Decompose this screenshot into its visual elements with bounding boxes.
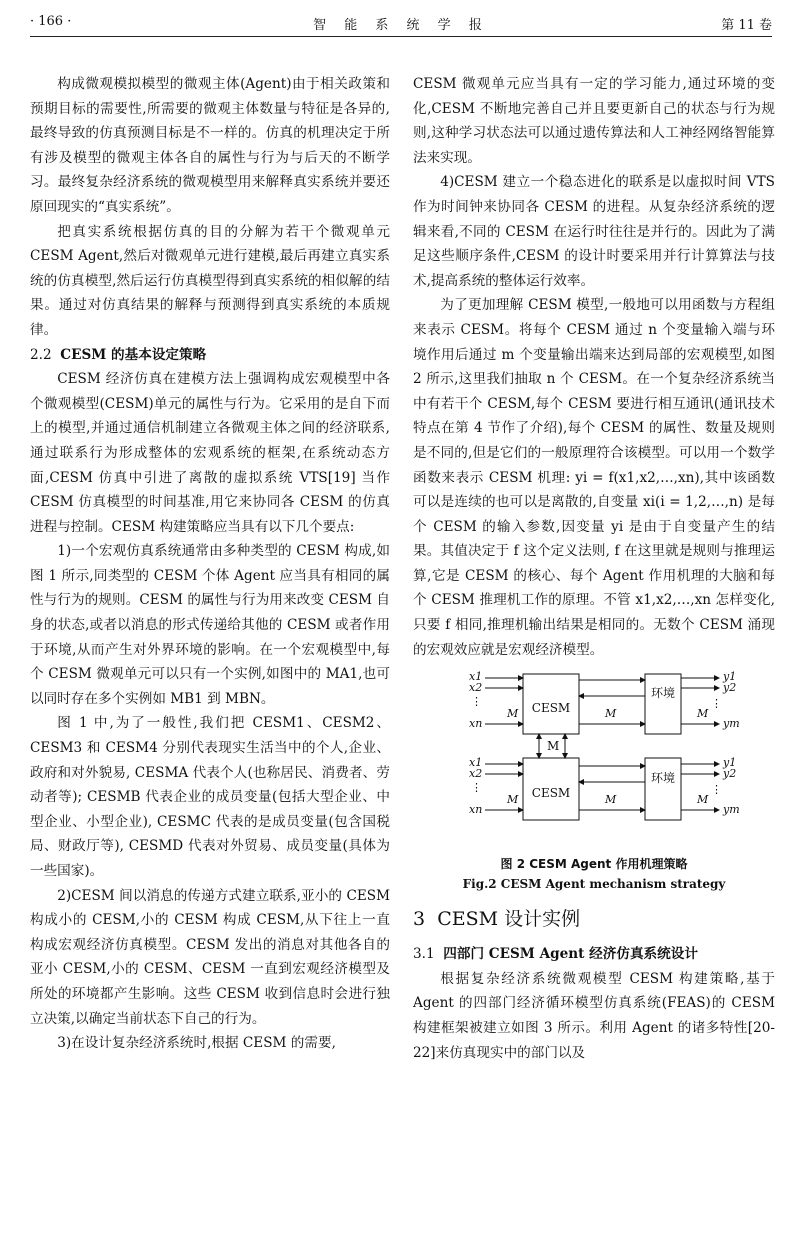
section-title: CESM 设计实例 [437, 908, 581, 931]
cesm-label-top: CESM [531, 701, 571, 716]
section-title: CESM 的基本设定策略 [60, 346, 207, 363]
vdots: ⋮ [471, 695, 482, 709]
paragraph: 为了更加理解 CESM 模型,一般地可以用函数与方程组来表示 CESM。将每个 CESM 通过 n 个变量输入端与环境作用后通过 m 个变量输出端来达到局部的宏观模型,如图 2 所示,这里我们抽取 n 个 CESM。在一个复杂经济系统当中有若干个 CESM,每个 CESM 要进行相互通讯(通讯技术特点在第 4 节作了介绍),每个 CESM 的属性、数量及规则是不同的,但是它们的一般原理符合该模型。可以用一个数学函数来表示 CESM 机理: yi = f(x1,x2,…,xn),其中该函数可以是连续的也可以是离散的,自变量 xi(i = 1,2,…,n) 是每个 CESM 的输入参数,因变量 yi 是由于自变量产生的结果。其值决定于 f 这个定义法则, f 在这里就是规则与推理运算,它是 CESM 的核心、每个 Agent 作用机理的大脑和每个 CESM 推理机工作的原理。不管 x1,x2,…,xn 怎样变化,只要 f 相同,推理机输出结果是相同的。无数个 CESM 涌现的宏观效应就是宏观经济模型。 [413, 297, 775, 658]
volume-number: 第 11 卷 [721, 18, 772, 33]
section-number: 3 [413, 908, 426, 931]
input-xn: xn [469, 803, 483, 817]
page-header [30, 8, 772, 37]
section-title: 四部门 CESM Agent 经济仿真系统设计 [443, 946, 698, 963]
section-number: 2.2 [30, 346, 52, 363]
figure-2 [413, 668, 775, 894]
output-y2: y2 [723, 767, 737, 781]
paragraph: 3)在设计复杂经济系统时,根据 CESM 的需要, [57, 1035, 336, 1052]
section-number: 3.1 [413, 946, 435, 963]
m-label: M [697, 793, 709, 807]
output-y1: y1 [723, 756, 737, 770]
input-x1: x1 [469, 670, 483, 684]
input-x1: x1 [469, 756, 483, 770]
vdots: ⋮ [711, 697, 722, 711]
paragraph: CESM 微观单元应当具有一定的学习能力,通过环境的变化,CESM 不断地完善自己并且要更新自己的状态与行为规则,这种学习状态法可以通过遗传算法和人工神经网络智能算法来实现。 [413, 76, 775, 166]
m-label: M [605, 793, 617, 807]
paragraph: 根据复杂经济系统微观模型 CESM 构建策略,基于 Agent 的四部门经济循环模型仿真系统(FEAS)的 CESM 构建框架被建立如图 3 所示。利用 Agent 的诸多特性[20-22]来仿真现实中的部门以及 [413, 970, 775, 1061]
output-y2: y2 [723, 681, 737, 695]
env-box-bottom [645, 758, 681, 820]
paragraph: 1)一个宏观仿真系统通常由多种类型的 CESM 构成,如图 1 所示,同类型的 CESM 个体 Agent 应当具有相同的属性与行为的规则。CESM 的属性与行为用来改变 CESM 自身的状态,或者以消息的形式传递给其他的 CESM 或者作用于环境,从而产生对外界环境的影响。在一个宏观模型中,每个 CESM 微观单元可以只有一个实例,如图中的 MA1,也可以同时存在多个实例如 MB1 到 MBN。 [30, 543, 390, 707]
m-label: M [507, 707, 519, 721]
paragraph: CESM 经济仿真在建模方法上强调构成宏观模型中各个微观模型(CESM)单元的属性与行为。它采用的是自下而上的模型,并通过通信机制建立各微观主体之间的经济联系,通过联系行为形成整体的宏观系统的框架,在系统动态方面,CESM 仿真中引进了离散的虚拟系统 VTS[19] 当作 CESM 仿真模型的时间基准,用它来协同各 CESM 的仿真进程与控制。CESM 构建策略应当具有以下几个要点: [30, 371, 390, 535]
paragraph: 构成微观模拟模型的微观主体(Agent)由于相关政策和预期目标的需要性,所需要的微观主体数量与特征是各异的,最终导致的仿真预测目标是不一样的。仿真的机理决定于所有涉及模型的微观主体各自的属性与行为与后天的不断学习。最终复杂经济系统的微观模型用来解释真实系统并要还原回现实的“真实系统”。 [30, 76, 390, 215]
output-y1: y1 [723, 670, 737, 684]
page-number: · 166 · [30, 14, 72, 29]
paragraph: 2)CESM 间以消息的传递方式建立联系,亚小的 CESM 构成小的 CESM,小的 CESM 构成 CESM,从下往上一直构成宏观经济仿真模型。CESM 发出的消息对其他各自的亚小 CESM,小的 CESM、CESM 一直到宏观经济模型及所处的环境都产生影响。这些 CESM 收到信息时会进行独立决策,以确定当前状态下自己的行为。 [30, 887, 390, 1027]
left-column [30, 72, 390, 1056]
section-heading-3-1 [413, 942, 775, 967]
env-box-top [645, 674, 681, 734]
input-x2: x2 [469, 767, 483, 781]
env-label-top: 环境 [650, 686, 675, 701]
vdots: ⋮ [471, 781, 482, 795]
section-heading-3 [413, 906, 775, 932]
section-heading-2-2 [30, 343, 390, 368]
m-label: M [605, 707, 617, 721]
output-ym: ym [723, 717, 740, 731]
input-x2: x2 [469, 681, 483, 695]
cesm-mechanism-diagram [413, 668, 775, 848]
figure-caption-cn: 图 2 CESM Agent 作用机理策略 [500, 857, 688, 872]
m-link-label: M [547, 739, 560, 754]
input-xn: xn [469, 717, 483, 731]
env-label-bottom: 环境 [650, 771, 675, 786]
journal-name: 智 能 系 统 学 报 [313, 18, 489, 33]
paragraph: 图 1 中,为了一般性,我们把 CESM1、CESM2、CESM3 和 CESM4 分别代表现实生活当中的个人,企业、政府和对外貌易, CESMA 代表个人(也称居民、消费者、劳动者等); CESMB 代表企业的成员变量(包括大型企业、中型企业、小型企业), CESMC 代表的是成员变量(包含国税局、财政厅等), CESMD 代表对外贸易、成员变量(具体为一些国家)。 [30, 715, 390, 879]
m-label: M [507, 793, 519, 807]
right-column [413, 72, 775, 1065]
m-label: M [697, 707, 709, 721]
output-ym: ym [723, 803, 740, 817]
paragraph: 4)CESM 建立一个稳态进化的联系是以虚拟时间 VTS 作为时间钟来协同各 CESM 的进程。从复杂经济系统的逻辑来看,不同的 CESM 在运行时往往是并行的。因此为了满足这些顺序条件,CESM 的设计时要采用并行计算算法与技术,提高系统的整体运行效率。 [413, 174, 775, 289]
cesm-label-bottom: CESM [531, 786, 571, 801]
paragraph: 把真实系统根据仿真的目的分解为若干个微观单元 CESM Agent,然后对微观单元进行建模,最后再建立真实系统的仿真模型,然后运行仿真模型得到真实系统的相似解的结果。通过对仿真结果的解释与预测得到真实系统的本质规律。 [30, 223, 390, 338]
vdots: ⋮ [711, 783, 722, 797]
figure-caption-en: Fig.2 CESM Agent mechanism strategy [462, 877, 726, 892]
